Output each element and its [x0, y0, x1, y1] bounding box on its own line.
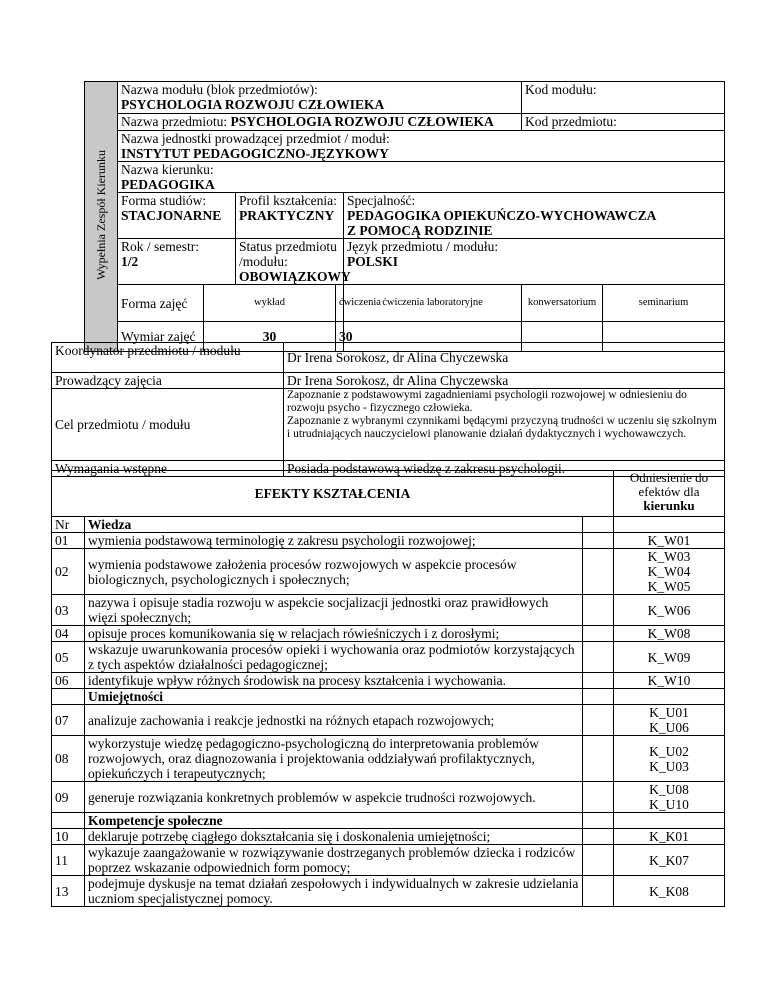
study-form-label: Forma studiów: [121, 193, 207, 208]
module-code-label: Kod modułu: [525, 82, 597, 97]
year-cell [118, 239, 236, 285]
subject-name-label: Nazwa przedmiotu: [121, 114, 228, 129]
outcome-nr: 11 [52, 845, 85, 876]
outcome-text: wykazuje zaangażowanie w rozwiązywanie dostrzeganych problemów dziecka i rodziców poprzez wskazanie odpowiednich form pomocy; [85, 845, 583, 876]
outcome-text: identyfikuje wpływ różnych środowisk na procesy kształcenia i wychowania. [85, 673, 583, 689]
goal-value-cell [284, 389, 725, 461]
outcome-ref-code: K_W10 [647, 673, 691, 688]
outcome-gap [583, 533, 614, 549]
ref-header-1: Odniesienie do efektów dla [629, 470, 709, 499]
outcome-gap [583, 705, 614, 736]
outcome-ref-code: K_W08 [647, 626, 691, 641]
subject-code-label: Kod przedmiotu: [525, 114, 617, 129]
unit-cell [118, 131, 725, 162]
skills-ref-empty [614, 689, 725, 705]
outcome-text: wymienia podstawowe założenia procesów rozwojowych w aspekcie procesów biologicznych, psychologicznych i społecznych; [85, 549, 583, 595]
competences-row [52, 813, 725, 829]
outcome-row [52, 705, 725, 736]
outcome-row [52, 829, 725, 845]
outcome-ref-code: K_W06 [647, 602, 691, 618]
class-header-conversatorium: konwersatorium [522, 285, 603, 322]
skills-row [52, 689, 725, 705]
ref-header-2: kierunku [643, 498, 695, 513]
specialty-value-2: Z POMOCĄ RODZINIE [347, 223, 493, 238]
outcome-row [52, 736, 725, 782]
outcome-nr: 04 [52, 626, 85, 642]
class-header-lab: ćwiczenia laboratoryjne [344, 285, 522, 322]
outcome-ref-code: K_U06 [649, 720, 689, 735]
outcome-ref-code: K_U03 [649, 758, 689, 774]
outcome-row [52, 642, 725, 673]
class-header-seminar: seminarium [603, 285, 725, 322]
subject-name-value: PSYCHOLOGIA ROZWOJU CZŁOWIEKA [230, 114, 494, 129]
goal-label: Cel przedmiotu / modułu [52, 389, 284, 461]
hours-exercises: 30 [336, 322, 344, 352]
module-header-table [84, 81, 725, 352]
year-value: 1/2 [121, 254, 139, 269]
module-code-cell [522, 82, 725, 114]
status-label-1: Status przedmiotu [239, 239, 337, 254]
outcome-nr: 13 [52, 876, 85, 907]
knowledge-ref-empty [614, 517, 725, 533]
profile-label: Profil kształcenia: [239, 193, 337, 208]
prerequisites-label: Wymagania wstępne [52, 461, 284, 477]
outcome-nr: 06 [52, 673, 85, 689]
outcome-text: deklaruje potrzebę ciągłego dokształcania się i doskonalenia umiejętności; [85, 829, 583, 845]
outcome-gap [583, 829, 614, 845]
knowledge-nr-cell: Nr [52, 517, 85, 533]
hours-lecture: 30 [204, 322, 336, 352]
outcome-ref-code: K_K01 [649, 829, 689, 844]
outcome-nr: 03 [52, 595, 85, 626]
competences-gap [583, 813, 614, 829]
status-value: OBOWIĄZKOWY [239, 269, 351, 284]
outcome-gap [583, 642, 614, 673]
outcomes-table [51, 470, 725, 907]
outcome-ref-code: K_W04 [647, 564, 691, 579]
outcome-ref-code: K_U01 [649, 705, 689, 720]
outcome-row [52, 782, 725, 813]
competences-ref-empty [614, 813, 725, 829]
coordinator-label: Koordynator przedmiotu / modułu [52, 343, 284, 373]
coordinator-value: Dr Irena Sorokosz, dr Alina Chyczewska [284, 343, 725, 373]
specialty-label: Specjalność: [347, 193, 416, 208]
outcome-nr: 01 [52, 533, 85, 549]
hours-label: Wymiar zajęć [118, 322, 204, 352]
class-header-exercises: ćwiczenia [336, 285, 344, 322]
outcome-ref [614, 673, 725, 689]
outcome-ref-code: K_U10 [649, 797, 689, 812]
outcome-text: opisuje proces komunikowania się w relacjach rówieśniczych i z dorosłymi; [85, 626, 583, 642]
field-label: Nazwa kierunku: [121, 162, 214, 177]
outcome-nr: 09 [52, 782, 85, 813]
outcome-text: generuje rozwiązania konkretnych problemów w aspekcie trudności rozwojowych. [85, 782, 583, 813]
outcome-ref [614, 533, 725, 549]
unit-label: Nazwa jednostki prowadzącej przedmiot / moduł: [121, 131, 390, 146]
outcome-row [52, 626, 725, 642]
outcome-gap [583, 845, 614, 876]
outcome-nr: 07 [52, 705, 85, 736]
skills-label: Umiejętności [85, 689, 583, 705]
outcome-nr: 10 [52, 829, 85, 845]
outcome-gap [583, 782, 614, 813]
year-label: Rok / semestr: [121, 239, 199, 254]
outcome-text: wskazuje uwarunkowania procesów opieki i wychowania oraz podmiotów korzystających z tych aspektów działalności pedagogicznej; [85, 642, 583, 673]
status-cell [236, 239, 351, 285]
outcome-row [52, 549, 725, 595]
outcome-gap [583, 549, 614, 595]
goal-value-1: Zapoznanie z podstawowymi zagadnieniami psychologii rozwojowej w odniesieniu do rozwoju psycho - fizycznego człowieka. [287, 389, 687, 414]
outcome-ref [614, 549, 725, 595]
block-name-label: Nazwa modułu (blok przedmiotów): [121, 82, 318, 97]
subject-name-cell [118, 114, 522, 131]
outcome-text: podejmuje dyskusje na temat działań zespołowych i indywidualnych w zakresie udzielania uczniom specjalistycznej pomocy. [85, 876, 583, 907]
outcome-nr: 02 [52, 549, 85, 595]
teachers-value: Dr Irena Sorokosz, dr Alina Chyczewska [284, 373, 725, 389]
outcome-ref-code: K_W03 [647, 549, 691, 564]
outcome-ref [614, 876, 725, 907]
study-form-value: STACJONARNE [121, 208, 222, 223]
outcome-row [52, 533, 725, 549]
outcome-ref [614, 845, 725, 876]
outcome-row [52, 673, 725, 689]
outcome-nr: 05 [52, 642, 85, 673]
outcome-gap [583, 595, 614, 626]
subject-code-cell [522, 114, 725, 131]
specialty-value-1: PEDAGOGIKA OPIEKUŃCZO-WYCHOWAWCZA [347, 208, 657, 223]
side-label-cell [85, 82, 118, 352]
outcome-ref-code: K_W09 [647, 649, 691, 665]
outcome-ref [614, 736, 725, 782]
class-header-lecture: wykład [204, 285, 336, 322]
outcome-ref-code: K_W01 [647, 533, 691, 548]
outcome-text: analizuje zachowania i reakcje jednostki na różnych etapach rozwojowych; [85, 705, 583, 736]
knowledge-gap [583, 517, 614, 533]
course-info-table [51, 342, 725, 477]
block-name-value: PSYCHOLOGIA ROZWOJU CZŁOWIEKA [121, 97, 385, 112]
class-form-label: Forma zajęć [118, 285, 204, 322]
outcome-gap [583, 876, 614, 907]
outcome-ref-code: K_W05 [647, 579, 691, 594]
outcomes-body [52, 517, 725, 907]
outcomes-title: EFEKTY KSZTAŁCENIA [52, 471, 614, 517]
outcome-text: wymienia podstawową terminologię z zakresu psychologii rozwojowej; [85, 533, 583, 549]
outcome-gap [583, 673, 614, 689]
unit-value: INSTYTUT PEDAGOGICZNO-JĘZYKOWY [121, 146, 389, 161]
profile-value: PRAKTYCZNY [239, 208, 335, 223]
outcome-ref [614, 642, 725, 673]
outcome-ref [614, 595, 725, 626]
skills-gap [583, 689, 614, 705]
outcome-row [52, 595, 725, 626]
knowledge-row [52, 517, 725, 533]
block-name-cell [118, 82, 522, 114]
goal-value-2: Zapoznanie z wybranymi czynnikami będącymi przyczyną trudności w uczeniu się szkolnym i utrudniających nauczycielowi planowanie działań dydaktycznych i wychowawczych. [287, 415, 717, 440]
skills-nr-cell [52, 689, 85, 705]
outcome-text: nazywa i opisuje stadia rozwoju w aspekcie socjalizacji jednostki oraz prawidłowych więzi społecznych; [85, 595, 583, 626]
study-form-cell [118, 193, 236, 239]
teachers-label: Prowadzący zajęcia [52, 373, 284, 389]
language-value: POLSKI [347, 254, 399, 269]
profile-cell [236, 193, 344, 239]
ref-header-cell [614, 471, 725, 517]
outcome-ref [614, 705, 725, 736]
outcome-ref-code: K_K08 [649, 883, 689, 899]
specialty-cell [344, 193, 725, 239]
field-value: PEDAGOGIKA [121, 177, 215, 192]
outcome-ref-code: K_K07 [649, 852, 689, 868]
language-cell [344, 239, 725, 285]
status-label-2: /modułu: [239, 254, 288, 269]
outcome-text: wykorzystuje wiedzę pedagogiczno-psychologiczną do interpretowania problemów rozwojowych, oraz diagnozowania i projektowania oddziaływań profilaktycznych, opiekuńczych i terapeutycznych; [85, 736, 583, 782]
outcome-ref [614, 626, 725, 642]
outcome-gap [583, 626, 614, 642]
outcome-ref-code: K_U08 [649, 782, 689, 797]
outcome-nr: 08 [52, 736, 85, 782]
outcome-row [52, 876, 725, 907]
field-cell [118, 162, 725, 193]
knowledge-label: Wiedza [85, 517, 583, 533]
side-label: Wypełnia Zespół Kierunku [93, 150, 108, 280]
prerequisites-value: Posiada podstawową wiedzę z zakresu psychologii. [284, 461, 725, 477]
language-label: Język przedmiotu / modułu: [347, 239, 499, 254]
outcome-ref-code: K_U02 [649, 743, 689, 759]
outcome-gap [583, 736, 614, 782]
outcome-ref [614, 829, 725, 845]
competences-label: Kompetencje społeczne [85, 813, 583, 829]
outcome-ref [614, 782, 725, 813]
competences-nr-cell [52, 813, 85, 829]
outcome-row [52, 845, 725, 876]
